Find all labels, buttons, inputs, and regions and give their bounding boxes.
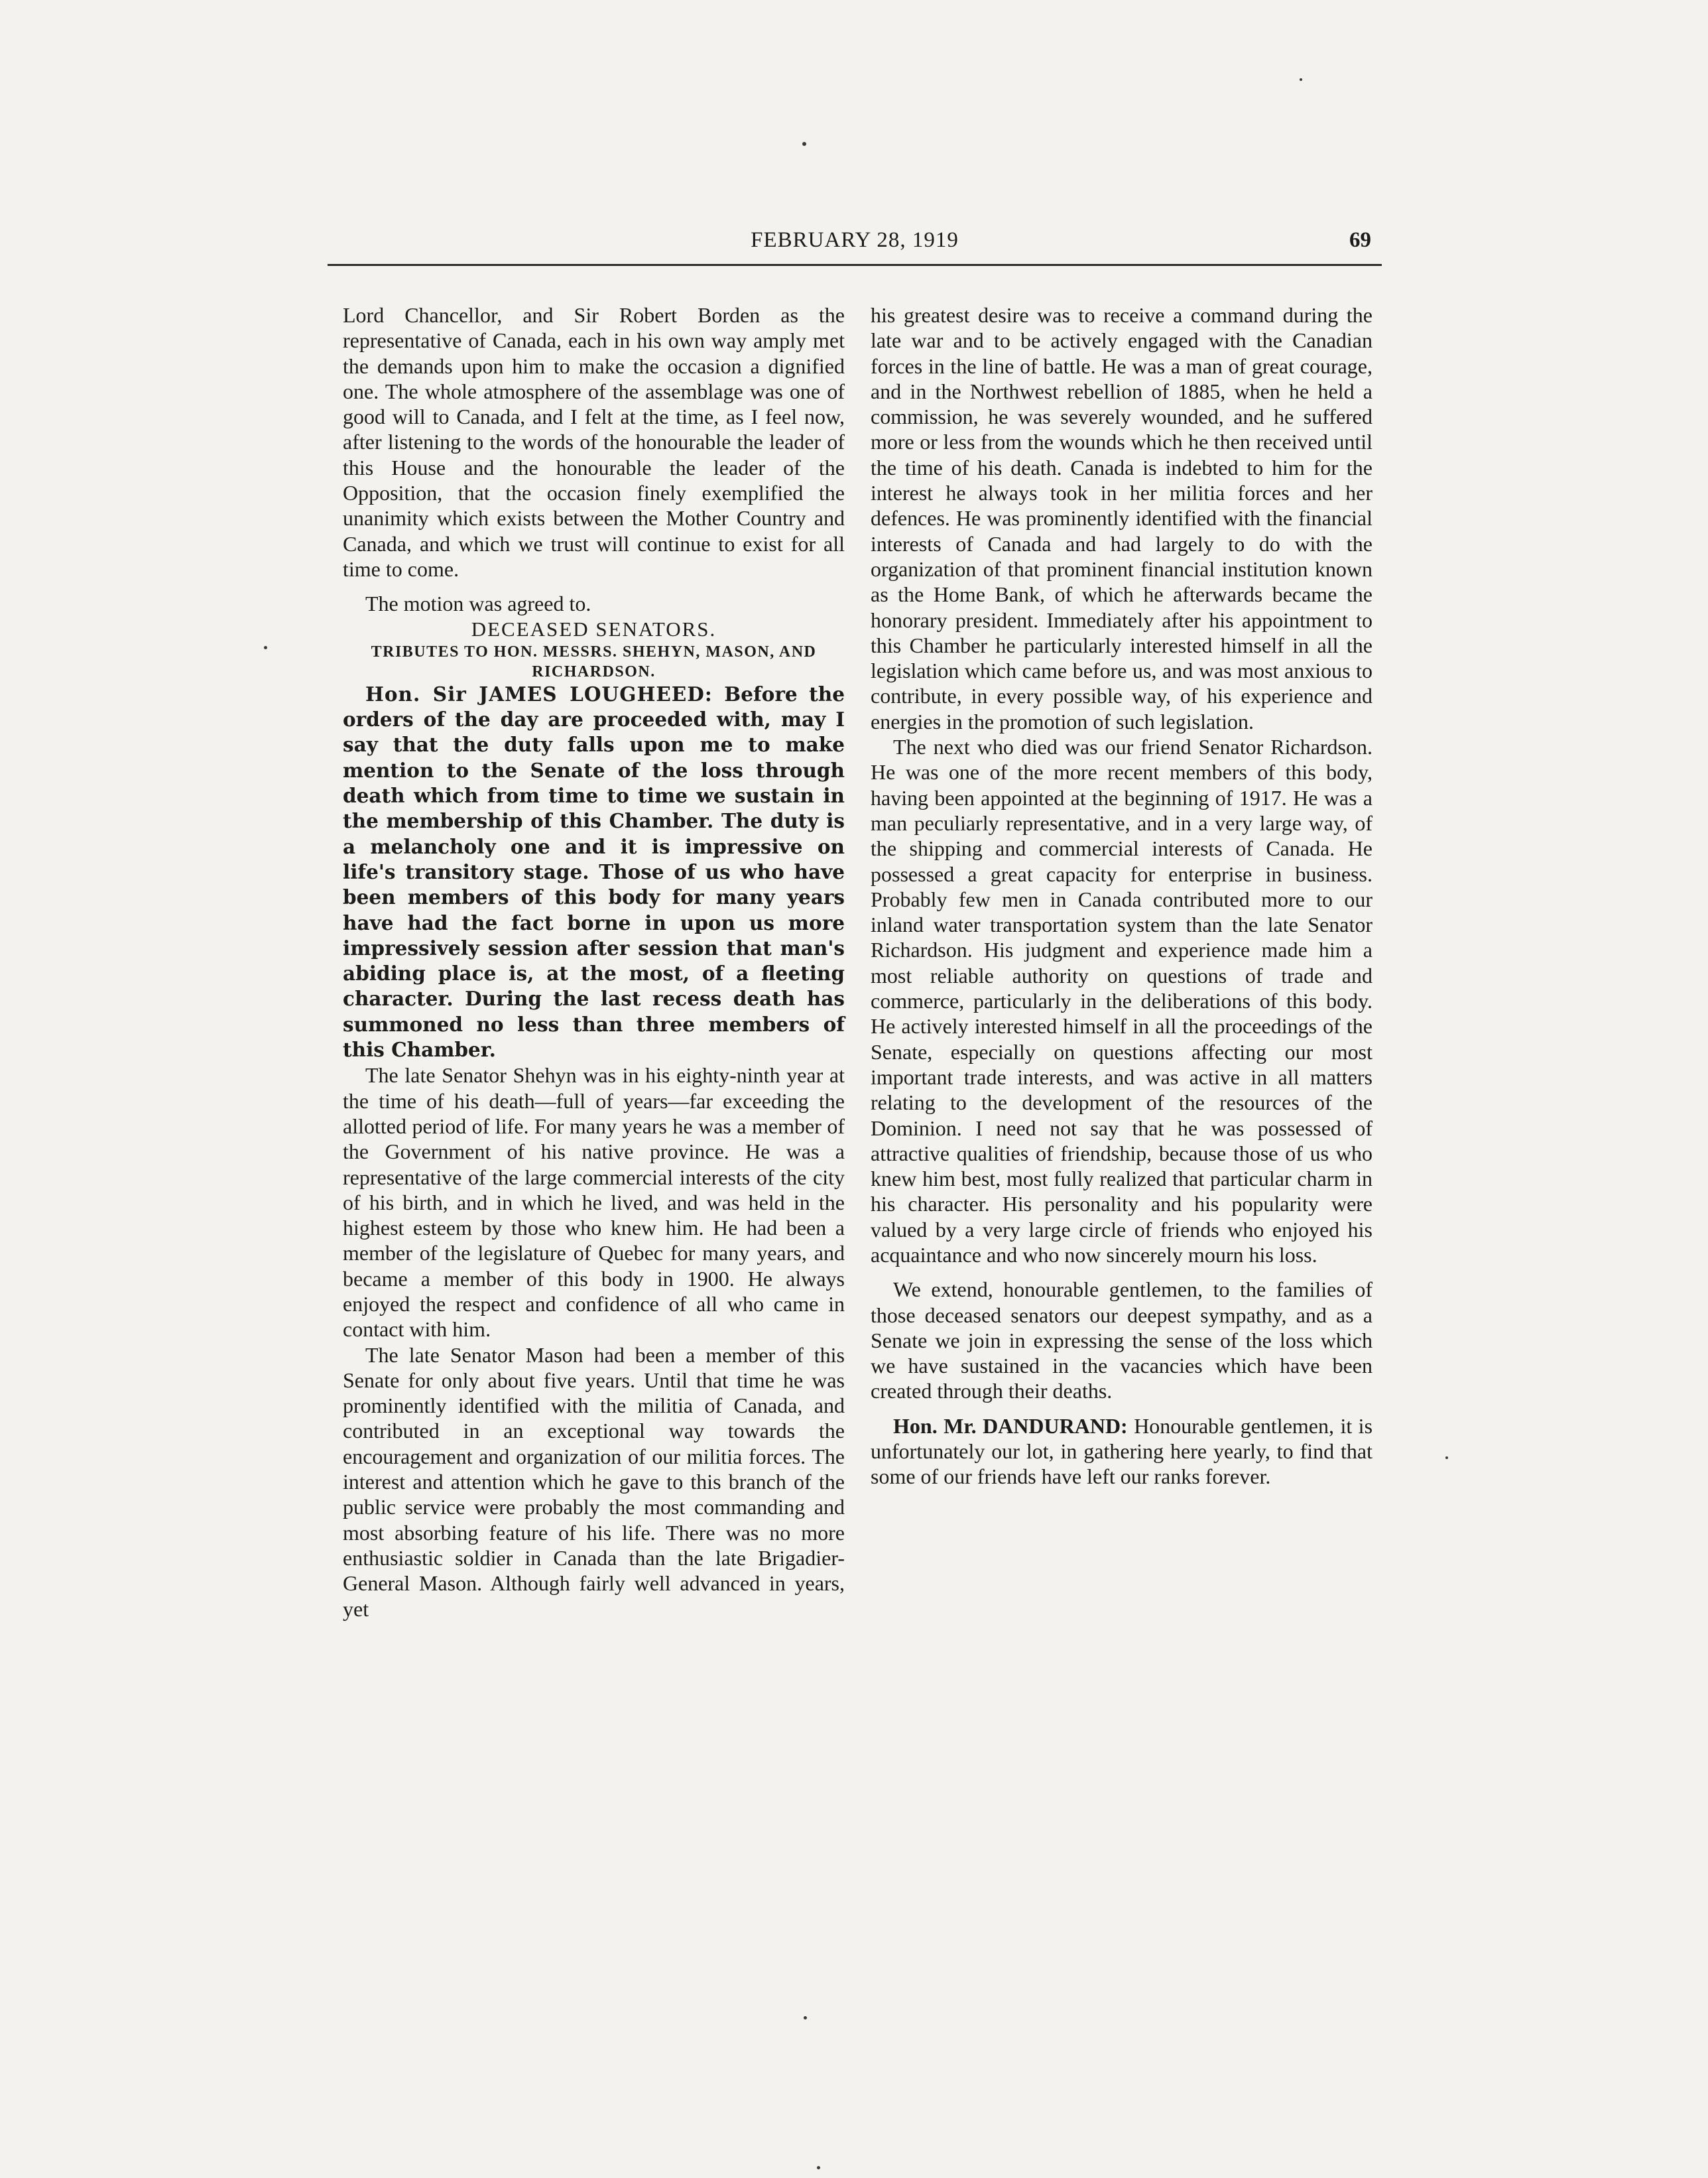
header-date: FEBRUARY 28, 1919 bbox=[751, 228, 959, 252]
paragraph-text: Honourable gentlemen, it is unfortunately our lot, in gathering here yearly, to find that some of our friends have left our ranks forever. bbox=[871, 1413, 1373, 1489]
paragraph-motion: The motion was agreed to. bbox=[365, 592, 591, 616]
paragraph-lougheed-intro bbox=[343, 682, 845, 1062]
page-number: 69 bbox=[1349, 228, 1371, 252]
scan-speck bbox=[802, 142, 806, 146]
paragraph-shehyn: The late Senator Shehyn was in his eighty-ninth year at the time of his death—full of years—far exceeding the allotted period of life. For many years he was a member of the Government of his native province. He was a representative of the large commercial interests of the city of his birth, and in which he lived, and was held in the highest esteem by those who knew him. He had been a member of the legislature of Quebec for many years, and became a member of this body in 1900. He always enjoyed the respect and confidence of all who came in contact with him. bbox=[343, 1063, 845, 1342]
paragraph-mason-continued: his greatest desire was to receive a command during the late war and to be actively engaged with the Canadian forces in the line of battle. He was a man of great courage, and in the Northwest rebellion of 1885, when he held a commission, he was severely wounded, and he suffered more or less from the wounds which he then received until the time of his death. Canada is indebted to him for the interest he always took in her militia forces and her defences. He was prominently identified with the financial interests of Canada and had largely to do with the organization of that prominent financial institution known as the Home Bank, of which he afterwards became the honorary president. Immediately after his appointment to this Chamber he particularly interested himself in all the legislation which came before us, and was most anxious to contribute, in every possible way, of his experience and energies in the promotion of such legislation. bbox=[871, 303, 1372, 734]
section-subtitle: TRIBUTES TO HON. MESSRS. SHEHYN, MASON, AND RICHARDSON. bbox=[371, 643, 817, 680]
speaker-name: Hon. Mr. DANDURAND: bbox=[893, 1413, 1128, 1438]
scan-speck bbox=[1300, 78, 1302, 81]
speaker-name: Hon. Sir JAMES LOUGHEED: bbox=[365, 682, 713, 706]
right-column bbox=[871, 302, 1372, 1490]
header-rule bbox=[328, 264, 1382, 266]
scan-speck bbox=[264, 646, 267, 649]
section-title: DECEASED SENATORS. bbox=[471, 617, 717, 641]
left-column bbox=[343, 302, 845, 1622]
scan-speck bbox=[804, 2016, 807, 2019]
scan-speck bbox=[817, 2166, 820, 2169]
paragraph-dandurand bbox=[871, 1413, 1372, 1490]
paragraph-richardson: The next who died was our friend Senator Richardson. He was one of the more recent members of this body, having been appointed at the beginning of 1917. He was a man peculiarly representative, and in a very large way, of the shipping and commercial interests of Canada. He possessed a great capacity for enterprise in business. Probably few men in Canada contributed more to our inland water transportation system than the late Senator Richardson. His judgment and experience made him a most reliable authority on questions of trade and commerce, particularly in the deliberations of this body. He actively interested himself in all the proceedings of the Senate, especially on questions affecting our most important trade interests, and was active in all matters relating to the development of the resources of the Dominion. I need not say that he was possessed of attractive qualities of friendship, because those of us who knew him best, most fully realized that particular charm in his character. His personality and his popularity were valued by a very large circle of friends who enjoyed his acquaintance and who now sincerely mourn his loss. bbox=[871, 735, 1372, 1267]
paragraph-sympathy: We extend, honourable gentlemen, to the families of those deceased senators our deepest sympathy, and as a Senate we join in expressing the sense of the loss which we have sustained in the vacancies which have been created through their deaths. bbox=[871, 1277, 1372, 1403]
page-header bbox=[328, 228, 1382, 260]
paragraph-continuation: Lord Chancellor, and Sir Robert Borden as the representative of Canada, each in his own way amply met the demands upon him to make the occasion a dignified one. The whole atmosphere of the assemblage was one of good will to Canada, and I felt at the time, as I feel now, after listening to the words of the honourable the leader of this House and the honourable the leader of the Opposition, that the occasion finely exemplified the unanimity which exists between the Mother Country and Canada, and which we trust will continue to exist for all time to come. bbox=[343, 303, 845, 581]
paragraph-mason: The late Senator Mason had been a member of this Senate for only about five years. Until that time he was prominently identified with the militia of Canada, and contributed in an exceptional way towards the encouragement and organization of our militia forces. The interest and attention which he gave to this branch of the public service were probably the most commanding and most absorbing feature of his life. There was no more enthusiastic soldier in Canada than the late Brigadier-General Mason. Although fairly well advanced in years, yet bbox=[343, 1342, 845, 1621]
paragraph-text: Before the orders of the day are proceeded with, may I say that the duty falls upon me to make mention to the Senate of the loss through death which from time to time we sustain in the membership of this Chamber. The duty is a melancholy one and it is impressive on life's transitory stage. Those of us who have been members of this body for many years have had the fact borne in upon us more impressively session after session that man's abiding place is, at the most, of a fleeting character. During the last recess death has summoned no less than three members of this Chamber. bbox=[343, 682, 845, 1062]
scan-speck bbox=[1445, 1456, 1448, 1459]
